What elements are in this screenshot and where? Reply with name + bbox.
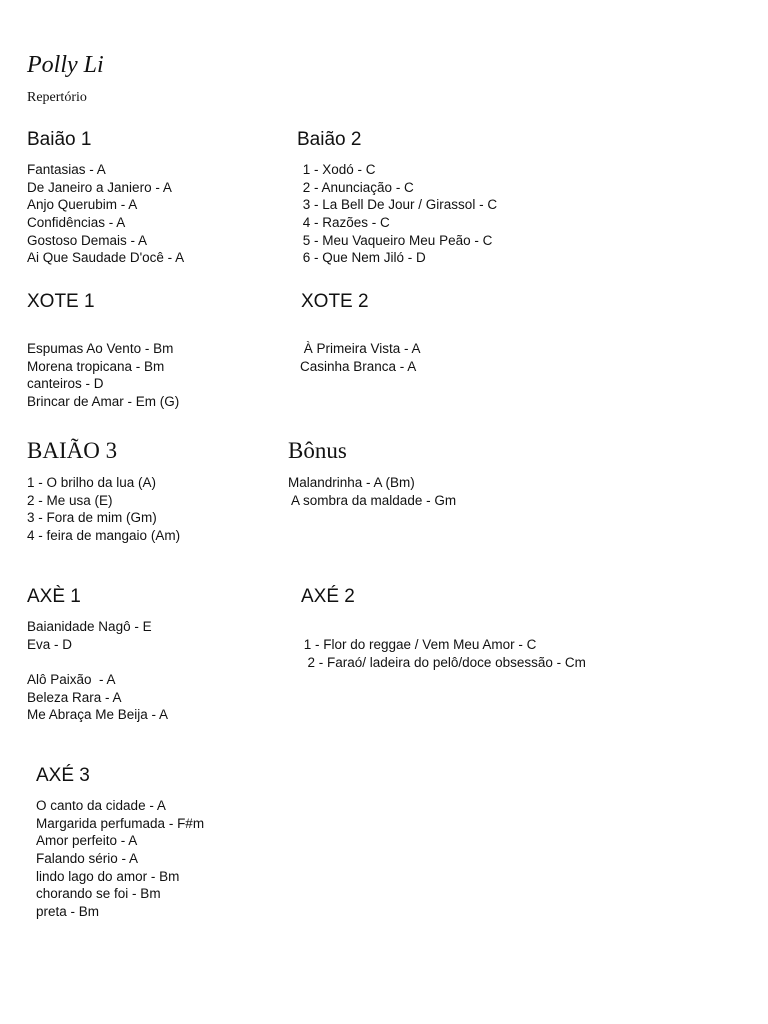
song-list-xote-1 bbox=[27, 340, 179, 411]
song-item: preta - Bm bbox=[36, 904, 100, 920]
song-item: Fantasias - A bbox=[27, 162, 106, 177]
song-list-axe-1 bbox=[27, 618, 168, 724]
song-item: De Janeiro a Janiero - A bbox=[27, 179, 172, 195]
song-item: Ai Que Saudade D'ocê - A bbox=[27, 250, 185, 266]
song-item: canteiros - D bbox=[27, 376, 104, 392]
song-item: A sombra da maldade - Gm bbox=[288, 492, 457, 508]
song-item: Amor perfeito - A bbox=[36, 833, 138, 849]
song-item: Casinha Branca - A bbox=[300, 358, 417, 374]
song-list-baiao-1 bbox=[27, 161, 184, 267]
song-item: Alô Paixão - A bbox=[27, 672, 116, 688]
document-title: Polly Li bbox=[27, 52, 104, 78]
song-item: 2 - Anunciação - C bbox=[299, 179, 414, 195]
song-list-axe-2 bbox=[300, 636, 586, 671]
song-item: 3 - Fora de mim (Gm) bbox=[27, 510, 157, 526]
song-item: 3 - La Bell De Jour / Girassol - C bbox=[299, 197, 498, 213]
song-item: O canto da cidade - A bbox=[36, 798, 166, 813]
section-heading-xote-1: XOTE 1 bbox=[27, 291, 95, 312]
song-item: Falando sério - A bbox=[36, 851, 139, 867]
song-item: 4 - Razões - C bbox=[299, 215, 390, 231]
song-item: 2 - Faraó/ ladeira do pelô/doce obsessão - Cm bbox=[300, 654, 586, 670]
song-item: À Primeira Vista - A bbox=[300, 341, 421, 356]
section-heading-baiao-2: Baião 2 bbox=[297, 129, 362, 150]
song-item: 5 - Meu Vaqueiro Meu Peão - C bbox=[299, 232, 493, 248]
song-item: Me Abraça Me Beija - A bbox=[27, 707, 169, 723]
song-item: Baianidade Nagô - E bbox=[27, 619, 152, 634]
song-list-baiao-2 bbox=[299, 161, 497, 267]
song-item: 4 - feira de mangaio (Am) bbox=[27, 528, 181, 544]
song-item: 6 - Que Nem Jiló - D bbox=[299, 250, 426, 266]
song-list-xote-2 bbox=[300, 340, 421, 375]
song-item: Gostoso Demais - A bbox=[27, 232, 148, 248]
song-list-bonus bbox=[288, 474, 456, 509]
song-item: 1 - O brilho da lua (A) bbox=[27, 475, 157, 490]
song-item: lindo lago do amor - Bm bbox=[36, 868, 180, 884]
song-item: 2 - Me usa (E) bbox=[27, 492, 113, 508]
section-heading-axe-1: AXÈ 1 bbox=[27, 586, 81, 607]
document-subtitle: Repertório bbox=[27, 90, 87, 105]
song-item: Margarida perfumada - F#m bbox=[36, 815, 205, 831]
song-item: Morena tropicana - Bm bbox=[27, 358, 165, 374]
section-heading-axe-3: AXÉ 3 bbox=[36, 765, 90, 786]
song-item: 1 - Xodó - C bbox=[299, 162, 376, 177]
song-item: chorando se foi - Bm bbox=[36, 886, 161, 902]
section-heading-axe-2: AXÉ 2 bbox=[301, 586, 355, 607]
song-item: Beleza Rara - A bbox=[27, 689, 122, 705]
song-item: Anjo Querubim - A bbox=[27, 197, 138, 213]
song-item: Brincar de Amar - Em (G) bbox=[27, 394, 180, 410]
song-item: Espumas Ao Vento - Bm bbox=[27, 341, 174, 356]
song-item: Eva - D bbox=[27, 636, 73, 652]
song-list-baiao-3 bbox=[27, 474, 180, 545]
section-heading-bonus: Bônus bbox=[288, 438, 347, 463]
song-list-axe-3 bbox=[36, 797, 204, 921]
section-heading-baiao-3: BAIÃO 3 bbox=[27, 438, 118, 463]
section-heading-xote-2: XOTE 2 bbox=[301, 291, 369, 312]
list-spacer bbox=[27, 653, 168, 671]
song-item: 1 - Flor do reggae / Vem Meu Amor - C bbox=[300, 637, 537, 652]
song-item: Confidências - A bbox=[27, 215, 126, 231]
section-heading-baiao-1: Baião 1 bbox=[27, 129, 92, 150]
song-item: Malandrinha - A (Bm) bbox=[288, 475, 415, 490]
